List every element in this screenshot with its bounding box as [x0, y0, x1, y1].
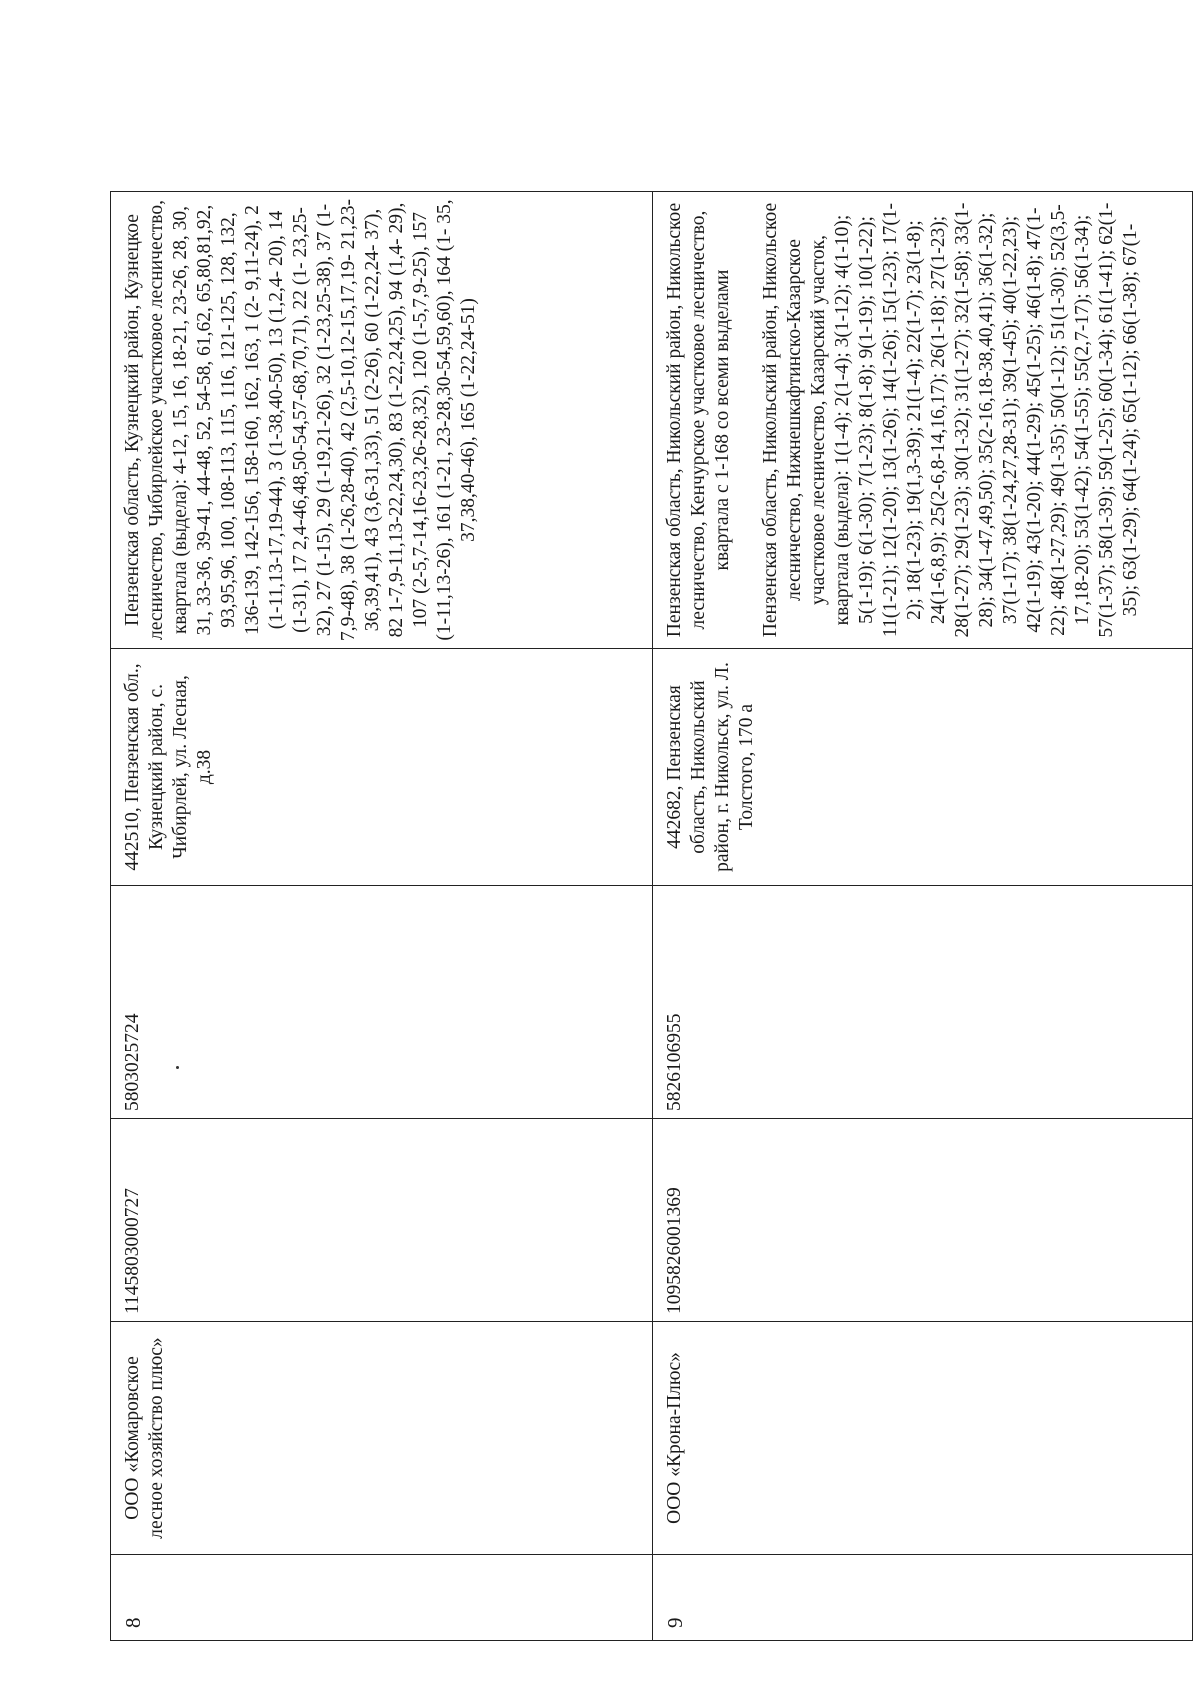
row-number: 9 [653, 1555, 1193, 1641]
row-number: 8 [111, 1555, 653, 1641]
location-cell [653, 192, 1193, 649]
rotated-page [110, 191, 1192, 1641]
stray-dot [176, 1066, 179, 1069]
location-text: Пензенская область, Кузнецкий район, Кузнецкое лесничество, Чибирлейское участковое лесничество, квартала (выдела): 4-12, 15, 16, 18-21, 23-26, 28, 30, 31, 33-36, 39-41, 44-48, 52, 54-58, 61,62, 65,80,81,92, 93,95,96, 100, 108-113, 115, 116, 121-125, 128, 132, 136-139, 142-156, 158-160, 162, 163, 1 (2- 9,11-24), 2 (1-11,13-17,19-44), 3 (1-38,40-50), 13 (1,2,4- 20), 14 (1-31), 17 2,4-46,48,50-54,57-68,70,71), 22 (1- 23,25-32), 27 (1-15), 29 (1-19,21-26), 32 (1-23,25-38), 37 (1-7,9-48), 38 (1-26,28-40), 42 (2,5-10,12-15,17,19- 21,23-36,39,41), 43 (3,6-31,33), 51 (2-26), 60 (1-22,24- 37), 82 1-7,9-11,13-22,24,30), 83 (1-22,24,25), 94 (1,4- 29), 107 (2-5,7-14,16-23,26-28,32), 120 (1-5,7,9-25), 157 (1-11,13-26), 161 (1-21, 23-28,30-54,59,60), 164 (1- 35, 37,38,40-46), 165 (1-22,24-51) [122, 199, 479, 641]
table-row [653, 192, 1193, 1641]
forestry-table [110, 191, 1193, 1641]
address-cell: 442510, Пензенская обл., Кузнецкий район, с. Чибирлей, ул. Лесная, д.38 [111, 649, 653, 886]
inn-cell: 5803025724 [111, 886, 653, 1119]
address-cell: 442682, Пензенская область, Никольский район, г. Никольск, ул. Л. Толстого, 170 а [653, 649, 1193, 886]
organization-name: ООО «Крона-Плюс» [653, 1322, 1193, 1555]
inn-cell: 5826106955 [653, 886, 1193, 1119]
location-cell [111, 192, 653, 649]
ogrn-cell: 1095826001369 [653, 1119, 1193, 1322]
location-text: Пензенская область, Никольский район, Никольское лесничество, Кенчурское участковое лесничество, квартала с 1-168 со всеми выделами [664, 202, 733, 638]
location-text-2: Пензенская область, Никольский район, Никольское лесничество, Нижнешкафтинско-Казарское участковое лесничество, Казарский участок, квартала (выдела): 1(1-4); 2(1-4); 3(1-12); 4(1-10); 5(1-19); 6(1-30); 7(1-23); 8(1-8); 9(1-19); 10(1-22); 11(1-21); 12(1-20); 13(1-26); 14(1-26); 15(1-23); 17(1-2); 18(1-23); 19(1,3-39); 21(1-4); 22(1-7); 23(1-8); 24(1-6,8,9); 25(2-6,8-14,16,17); 26(1-18); 27(1-23); 28(1-27); 29(1-23); 30(1-32); 31(1-27); 32(1-58); 33(1-28); 34(1-47,49,50); 35(2-16,18-38,40,41); 36(1-32); 37(1-17); 38(1-24,27,28-31); 39(1-45); 40(1-22,23); 42(1-19); 43(1-20); 44(1-29); 45(1-25); 46(1-8); 47(1-22); 48(1-27,29); 49(1-35); 50(1-12); 51(1-30); 52(3,5-17,18-20); 53(1-42); 54(1-55); 55(2,7-17); 56(1-34); 57(1-37); 58(1-39); 59(1-25); 60(1-34); 61(1-41); 62(1-35); 63(1-29); 64(1-24); 65(1-12); 66(1-38); 67(1- [760, 202, 1141, 638]
ogrn-cell: 1145803000727 [111, 1119, 653, 1322]
organization-name: ООО «Комаровское лесное хозяйство плюс» [111, 1322, 653, 1555]
table-row [111, 192, 653, 1641]
